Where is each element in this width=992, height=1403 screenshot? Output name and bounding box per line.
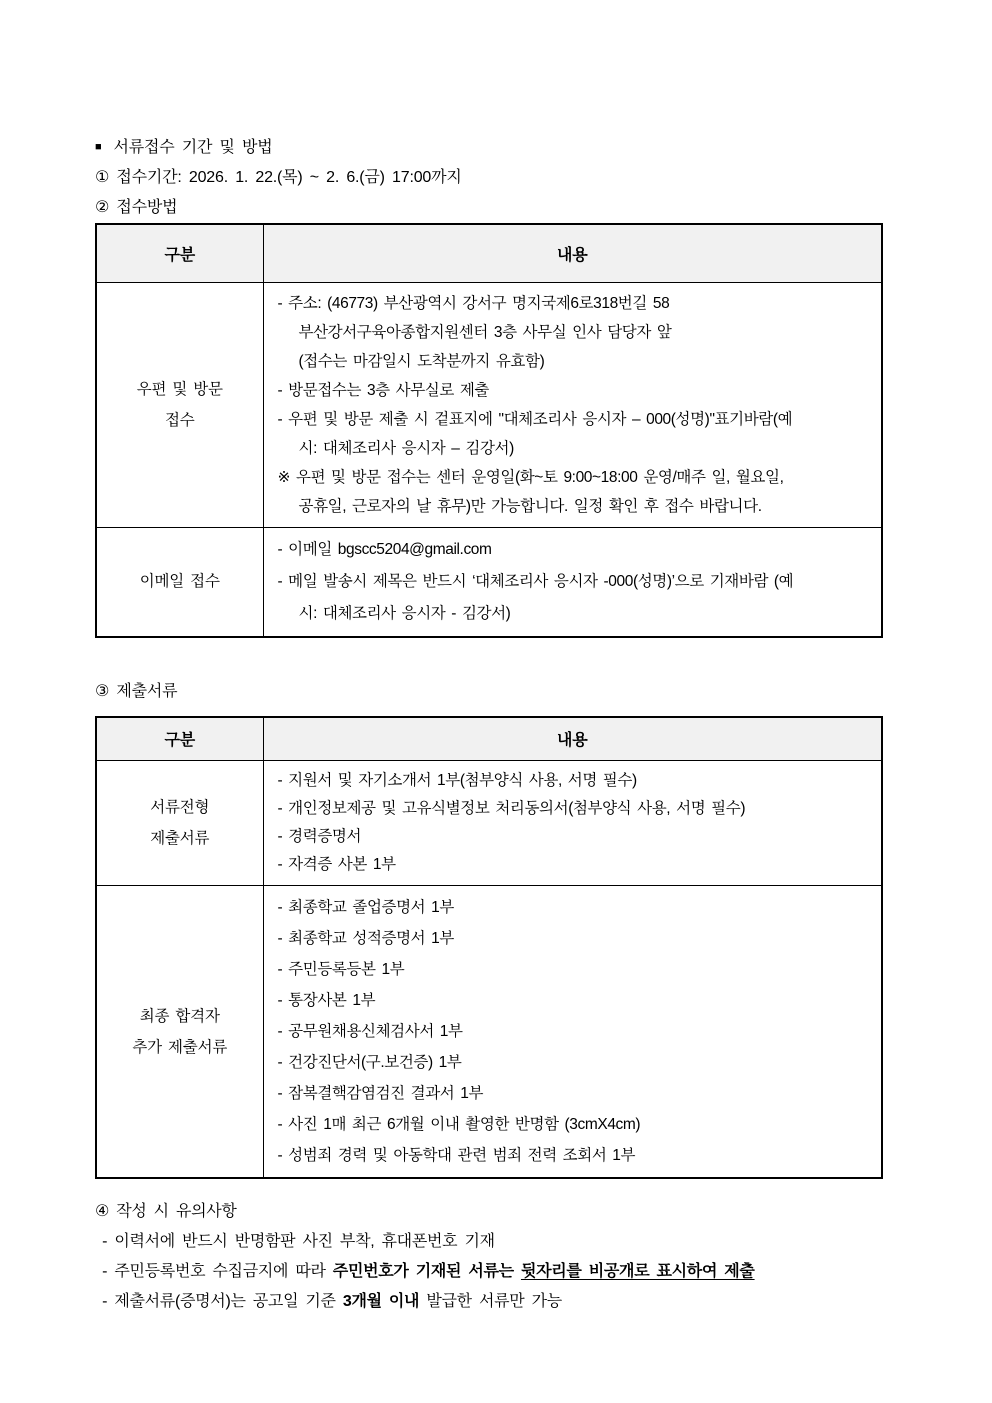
note-validity-bold: 3개월 이내 <box>342 1293 420 1310</box>
note-privacy-bold: 주민번호가 기재된 서류는 <box>332 1263 521 1280</box>
table1-header-row <box>96 224 882 282</box>
section-reception <box>95 132 992 223</box>
table1-header-content: 내용 <box>263 224 882 282</box>
text-line: - 최종학교 졸업증명서 1부 <box>277 899 454 916</box>
text-line: - 최종학교 성적증명서 1부 <box>277 930 454 947</box>
reception-method-line: ② 접수방법 <box>95 199 178 216</box>
text-line: - 사진 1매 최근 6개월 이내 촬영한 반명함 (3cmX4cm) <box>277 1116 641 1133</box>
note-validity <box>95 1287 992 1317</box>
text-line: - 공무원채용신체검사서 1부 <box>277 1023 463 1040</box>
text-line: - 자격증 사본 1부 <box>277 856 396 873</box>
text-line: (접수는 마감일시 도착분까지 유효함) <box>298 352 545 370</box>
text-line: 우편 및 방문 <box>136 380 223 398</box>
text-line: 공휴일, 근로자의 날 휴무)만 가능합니다. 일정 확인 후 접수 바랍니다. <box>298 497 762 515</box>
text-line: - 메일 발송시 제목은 반드시 ‘대체조리사 응시자 -000(성명)’으로 기재바람 (예 <box>277 572 794 590</box>
text-line: - 우편 및 방문 제출 시 겉표지에 "대체조리사 응시자 – 000(성명)"표기바람(예 <box>277 410 793 428</box>
section-title <box>95 132 992 163</box>
square-bullet-icon: ■ <box>95 141 102 153</box>
text-line: - 통장사본 1부 <box>277 992 376 1009</box>
note-resume-photo: - 이력서에 반드시 반명함판 사진 부착, 휴대폰번호 기재 <box>95 1233 495 1250</box>
table-row-mail-visit <box>96 282 882 527</box>
text-line: 최종 합격자 <box>139 1007 220 1025</box>
note-validity-prefix: - 제출서류(증명서)는 공고일 기준 <box>95 1293 343 1310</box>
table2-header-row <box>96 717 882 761</box>
row-content-screening-docs <box>263 761 882 886</box>
table-row-email <box>96 527 882 637</box>
row-label-email <box>96 527 263 637</box>
text-line: - 이메일 bgscc5204@gmail.com <box>277 540 492 558</box>
text-line: - 방문접수는 3층 사무실로 제출 <box>277 381 489 399</box>
text-line: - 성범죄 경력 및 아동학대 관련 범죄 전력 조회서 1부 <box>277 1147 636 1164</box>
text-line: - 개인정보제공 및 고유식별정보 처리동의서(첨부양식 사용, 서명 필수) <box>277 800 746 817</box>
section-documents-title: ③ 제출서류 <box>95 682 178 700</box>
text-line: 추가 제출서류 <box>132 1038 228 1056</box>
text-line: - 경력증명서 <box>277 828 362 845</box>
row-content-email <box>263 527 882 637</box>
table-row-final-docs <box>96 886 882 1179</box>
table2-header-category: 구분 <box>96 717 263 761</box>
section-title-text: 서류접수 기간 및 방법 <box>113 139 273 156</box>
section-notes <box>95 1197 992 1317</box>
table-row-screening-docs <box>96 761 882 886</box>
text-line: - 주소: (46773) 부산광역시 강서구 명지국제6로318번길 58 <box>277 294 670 312</box>
text-line: 시: 대체조리사 응시자 – 김강서) <box>298 439 514 457</box>
notes-heading: ④ 작성 시 유의사항 <box>95 1203 237 1220</box>
text-line: 서류전형 <box>150 799 210 816</box>
text-line: 시: 대체조리사 응시자 - 김강서) <box>298 604 511 622</box>
note-privacy-prefix: - 주민등록번호 수집금지에 따라 <box>95 1263 333 1280</box>
text-line: 이메일 접수 <box>139 573 220 590</box>
row-label-screening-docs <box>96 761 263 886</box>
row-label-mail-visit <box>96 282 263 527</box>
text-line: - 주민등록등본 1부 <box>277 961 405 978</box>
text-line: - 건강진단서(구.보건증) 1부 <box>277 1054 462 1071</box>
text-line: 부산강서구육아종합지원센터 3층 사무실 인사 담당자 앞 <box>298 323 672 341</box>
table1-header-category: 구분 <box>96 224 263 282</box>
reception-method-table <box>95 223 883 638</box>
text-line: - 지원서 및 자기소개서 1부(첨부양식 사용, 서명 필수) <box>277 772 637 789</box>
text-line: - 잠복결핵감염검진 결과서 1부 <box>277 1085 484 1102</box>
note-validity-suffix: 발급한 서류만 가능 <box>419 1293 562 1310</box>
note-privacy <box>95 1257 992 1287</box>
reception-period-line: ① 접수기간: 2026. 1. 22.(목) ~ 2. 6.(금) 17:00까지 <box>95 169 462 186</box>
row-content-mail-visit <box>263 282 882 527</box>
text-line: 제출서류 <box>150 830 210 847</box>
row-label-final-docs <box>96 886 263 1179</box>
table2-header-content: 내용 <box>263 717 882 761</box>
note-privacy-underline: 뒷자리를 비공개로 표시하여 제출 <box>520 1263 755 1280</box>
text-line: 접수 <box>164 411 195 429</box>
row-content-final-docs <box>263 886 882 1179</box>
submission-documents-table <box>95 716 883 1180</box>
text-line: ※ 우편 및 방문 접수는 센터 운영일(화~토 9:00~18:00 운영/매주 일, 월요일, <box>277 468 784 486</box>
